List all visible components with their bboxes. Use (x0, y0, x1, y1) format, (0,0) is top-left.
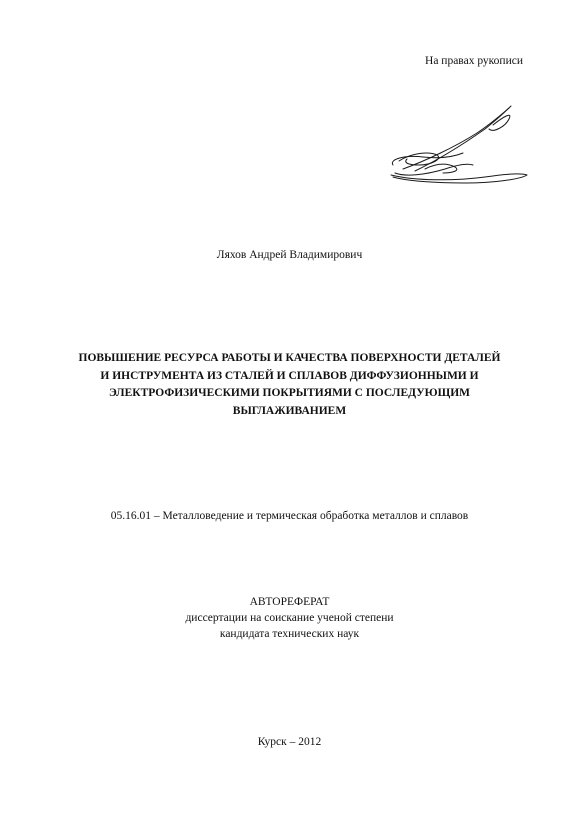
specialty-code: 05.16.01 – Металловедение и термическая обработка металлов и сплавов (110, 510, 469, 522)
abstract-heading: АВТОРЕФЕРАТ (249, 596, 330, 608)
dissertation-title (40, 350, 539, 420)
title-line: И ИНСТРУМЕНТА ИЗ СТАЛЕЙ И СПЛАВОВ ДИФФУЗИОННЫМИ И (100, 369, 479, 382)
abstract-line: кандидата технических наук (219, 628, 360, 640)
author-name: Ляхов Андрей Владимирович (216, 249, 363, 261)
signature-icon (385, 103, 530, 185)
abstract-line: диссертации на соискание ученой степени (185, 612, 394, 624)
abstract-block (0, 594, 579, 642)
city-year: Курск – 2012 (257, 736, 322, 748)
title-line: ВЫГЛАЖИВАНИЕМ (232, 404, 347, 417)
manuscript-note: На правах рукописи (425, 55, 523, 67)
title-line: ЭЛЕКТРОФИЗИЧЕСКИМИ ПОКРЫТИЯМИ С ПОСЛЕДУЮЩИМ (108, 387, 471, 399)
title-line: ПОВЫШЕНИЕ РЕСУРСА РАБОТЫ И КАЧЕСТВА ПОВЕРХНОСТИ ДЕТАЛЕЙ (78, 352, 501, 364)
